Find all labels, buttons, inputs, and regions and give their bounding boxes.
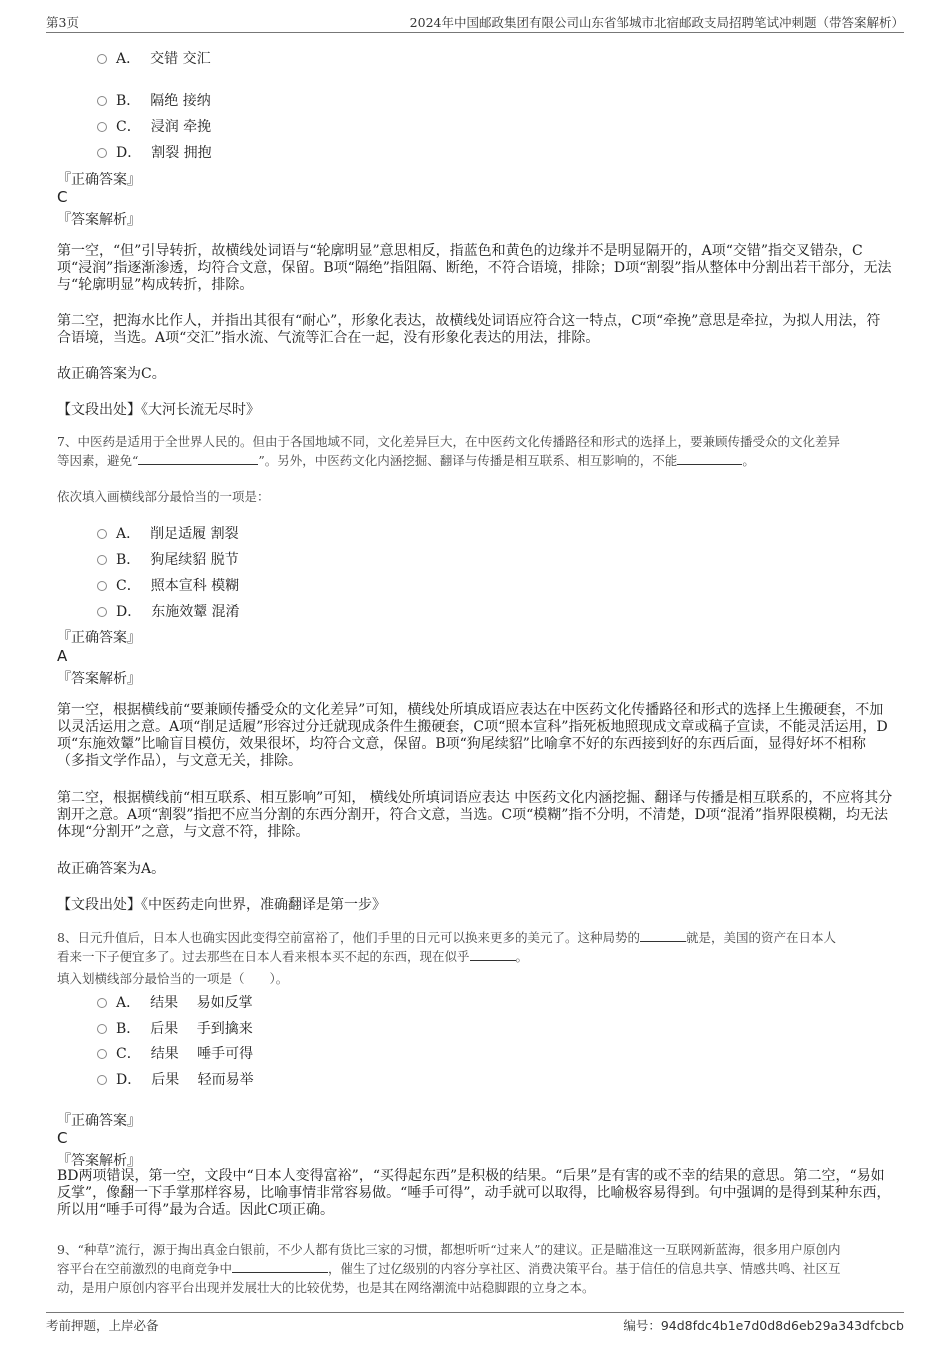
q6-option-c[interactable]: C． 浸润 牵挽 [97, 116, 211, 136]
q7-answer: A [57, 647, 68, 665]
radio-icon[interactable] [97, 581, 107, 591]
q8-blank-1[interactable] [640, 929, 686, 942]
radio-icon[interactable] [97, 96, 107, 106]
q8-analysis: BD两项错误，第一空，文段中“日本人变得富裕”，“买得起东西”是积极的结果。“后果”是有害的或不幸的结果的意思。第二空，“易如反掌”，像翻一下手掌那样容易，比喻事情非常容易做。“唾手可得”，动手就可以取得，比喻极容易得到。句中强调的是得到某种东西，所以用“唾手可得”最为合适。因此C项正确。 [57, 1168, 891, 1218]
document-title: 2024年中国邮政集团有限公司山东省邹城市北宿邮政支局招聘笔试冲刺题（带答案解析） [409, 15, 904, 30]
q8-answer: C [57, 1129, 68, 1147]
q9-blank-1[interactable] [232, 1260, 328, 1273]
page-header [46, 10, 904, 33]
radio-icon[interactable] [97, 148, 107, 158]
q6-answer: C [57, 188, 68, 206]
q6-analysis-label: 『答案解析』 [57, 212, 141, 228]
q6-correct-label: 『正确答案』 [57, 172, 141, 188]
q8-prompt: 填入划横线部分最恰当的一项是（ ）。 [57, 971, 289, 986]
q8-option-c[interactable]: C． 结果 唾手可得 [97, 1043, 253, 1063]
radio-icon[interactable] [97, 1024, 107, 1034]
q7-prompt: 依次填入画横线部分最恰当的一项是： [57, 489, 270, 504]
q7-option-d[interactable]: D． 东施效颦 混淆 [97, 601, 240, 621]
q8-stem: 8、日元升值后，日本人也确实因此变得空前富裕了，他们手里的日元可以换来更多的美元了。这种局势的 就是，美国的资产在日本人 看来一下子便宜多了。过去那些在日本人看来根本买不起的东西，现在似乎 。 [57, 930, 836, 964]
q7-blank-2[interactable] [677, 452, 742, 465]
q7-correct-label: 『正确答案』 [57, 630, 141, 646]
q6-analysis-p1: 第一空，“但”引导转折，故横线处词语与“轮廓明显”意思相反，指蓝色和黄色的边缘并不是明显隔开的，A项“交错”指交叉错杂，C项“浸润”指逐渐渗透，均符合文意，保留。B项“隔绝”指阻隔、断绝，不符合语境，排除；D项“割裂”指从整体中分割出若干部分，无法与“轮廓明显”构成转折，排除。 [57, 243, 892, 293]
q8-correct-label: 『正确答案』 [57, 1113, 141, 1129]
q7-analysis-p3: 故正确答案为A。 [57, 861, 166, 877]
q8-option-a[interactable]: A． 结果 易如反掌 [97, 992, 253, 1012]
page-footer [46, 1312, 904, 1335]
q6-option-b[interactable]: B． 隔绝 接纳 [97, 90, 211, 110]
q6-analysis-p2: 第二空，把海水比作人，并指出其很有“耐心”，形象化表达，故横线处词语应符合这一特点，C项“牵挽”意思是牵拉，为拟人用法，符合语境，当选。A项“交汇”指水流、气流等汇合在一起，没有形象化表达的用法，排除。 [57, 313, 881, 346]
q6-analysis-p3: 故正确答案为C。 [57, 366, 166, 382]
q7-blank-1[interactable] [138, 452, 258, 465]
radio-icon[interactable] [97, 122, 107, 132]
q6-option-a[interactable]: A． 交错 交汇 [97, 48, 211, 68]
q7-analysis-label: 『答案解析』 [57, 671, 141, 687]
q9-stem: 9、“种草”流行，源于掏出真金白银前，不少人都有货比三家的习惯，都想听听“过来人”的建议。正是瞄准这一互联网新蓝海，很多用户原创内 容平台在空前激烈的电商竞争中 ，催生了过亿级别的内容分享社区、消费决策平台。基于信任的信息共享、情感共鸣、社区互 动，是用户原创内容平台出现并发展壮大的比较优势，也是其在网络潮流中站稳脚跟的立身之本。 [57, 1242, 841, 1295]
page-number: 第3页 [46, 15, 79, 30]
q8-option-d[interactable]: D． 后果 轻而易举 [97, 1069, 254, 1089]
radio-icon[interactable] [97, 529, 107, 539]
q7-option-a[interactable]: A． 削足适履 割裂 [97, 523, 239, 543]
q6-option-d[interactable]: D． 割裂 拥抱 [97, 142, 212, 162]
q7-source: 【文段出处】《中医药走向世界，准确翻译是第一步》 [57, 897, 386, 913]
q7-option-b[interactable]: B． 狗尾续貂 脱节 [97, 549, 239, 569]
q7-stem: 7、中医药是适用于全世界人民的。但由于各国地域不同，文化差异巨大，在中医药文化传播路径和形式的选择上，要兼顾传播受众的文化差异 等因素，避免“ ”。另外，中医药文化内涵挖掘、翻译与传播是相互联系、相互影响的，不能 。 [57, 434, 840, 468]
q6-source: 【文段出处】《大河长流无尽时》 [57, 402, 260, 418]
footer-slogan: 考前押题，上岸必备 [46, 1318, 159, 1333]
radio-icon[interactable] [97, 54, 107, 64]
q8-option-b[interactable]: B． 后果 手到擒来 [97, 1018, 253, 1038]
radio-icon[interactable] [97, 1049, 107, 1059]
q8-analysis-label: 『答案解析』 [57, 1153, 141, 1169]
radio-icon[interactable] [97, 998, 107, 1008]
q7-option-c[interactable]: C． 照本宣科 模糊 [97, 575, 239, 595]
radio-icon[interactable] [97, 607, 107, 617]
q7-analysis-p1: 第一空，根据横线前“要兼顾传播受众的文化差异”可知，横线处所填成语应表达在中医药文化传播路径和形式的选择上生搬硬套，不加以灵活运用之意。A项“削足适履”形容过分迁就现成条件生搬硬套，C项“照本宣科”指死板地照现成文章或稿子宣读，不能灵活运用，D项“东施效颦”比喻盲目模仿，效果很坏，均符合文意，保留。B项“狗尾续貂”比喻拿不好的东西接到好的东西后面，显得好坏不相称（多指文学作品），与文意无关，排除。 [57, 702, 888, 769]
q7-analysis-p2: 第二空，根据横线前“相互联系、相互影响”可知， 横线处所填词语应表达 中医药文化内涵挖掘、翻译与传播是相互联系的，不应将其分割开之意。A项“割裂”指把不应当分割的东西分割开，符合文意，当选。C项“模糊”指不分明，不清楚，D项“混淆”指界限模糊，均无法体现“分割开”之意，与文意不符，排除。 [57, 790, 893, 840]
q8-blank-2[interactable] [470, 948, 516, 961]
footer-code: 编号：94d8fdc4b1e7d0d8d6eb29a343dfcbcb [623, 1318, 904, 1333]
radio-icon[interactable] [97, 555, 107, 565]
radio-icon[interactable] [97, 1075, 107, 1085]
